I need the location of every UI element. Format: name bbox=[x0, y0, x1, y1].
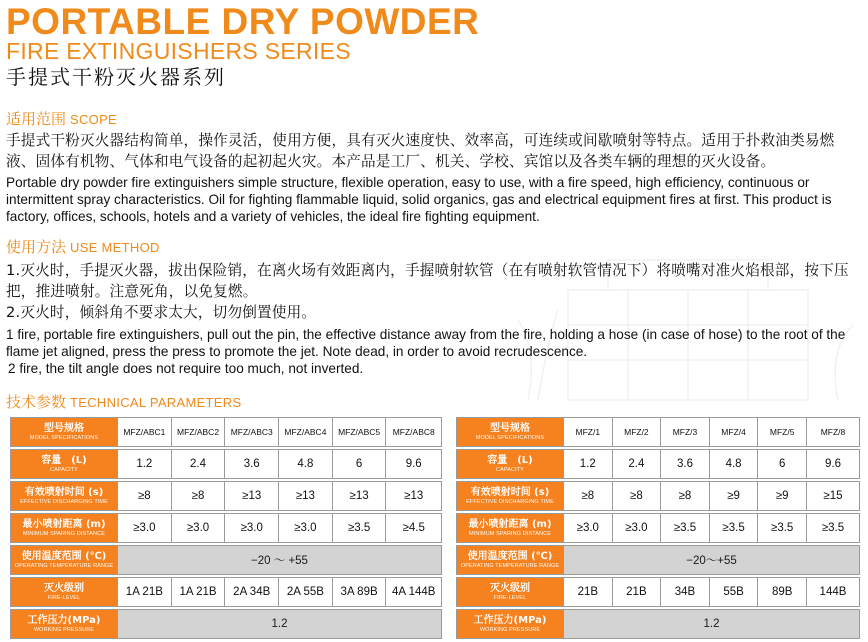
fire-level-cell: 55B bbox=[709, 578, 758, 607]
time-cell: ≥8 bbox=[661, 482, 710, 511]
capacity-cell: 3.6 bbox=[661, 450, 710, 479]
fire-level-cell: 1A 21B bbox=[171, 578, 225, 607]
row-header-fire-level: 灭火级别 FIRE-LEVEL bbox=[457, 578, 564, 607]
time-cell: ≥15 bbox=[806, 482, 859, 511]
fire-level-cell: 3A 89B bbox=[332, 578, 386, 607]
capacity-cell: 9.6 bbox=[806, 450, 859, 479]
use-step1-cn: 1.灭火时，手提灭火器，拔出保险销，在离火场有效距离内，手握喷射软管（在有喷射软管情况下）将喷嘴对准火焰根部，按下压把，推进喷射。注意死角，以免复燃。 bbox=[6, 262, 849, 300]
row-header-capacity: 容量 (L) CAPACITY bbox=[457, 450, 564, 479]
capacity-cell: 1.2 bbox=[118, 450, 172, 479]
use-step2-cn: 2.灭火时，倾斜角不要求太大，切勿倒置使用。 bbox=[6, 304, 317, 321]
distance-cell: ≥3.5 bbox=[758, 514, 807, 543]
distance-cell: ≥3.0 bbox=[171, 514, 225, 543]
pressure-cell: 1.2 bbox=[564, 610, 860, 639]
time-cell: ≥8 bbox=[118, 482, 172, 511]
scope-heading-cn: 适用范围 bbox=[6, 110, 67, 128]
distance-cell: ≥3.5 bbox=[709, 514, 758, 543]
model-cell: MFZ/ABC5 bbox=[332, 418, 386, 447]
row-header-distance: 最小喷射距离 (m) MINIMUM SPARING DISTANCE bbox=[11, 514, 118, 543]
table-row bbox=[11, 482, 442, 511]
distance-cell: ≥3.0 bbox=[564, 514, 613, 543]
capacity-cell: 9.6 bbox=[386, 450, 442, 479]
capacity-cell: 1.2 bbox=[564, 450, 613, 479]
capacity-cell: 6 bbox=[758, 450, 807, 479]
scope-text-en: Portable dry powder fire extinguishers simple structure, flexible operation, easy to use, with a fire speed, high efficiency, continuous or intermittent spray characteristics. Oil for fighting flammable liquid, solid organics, gas and electrical equipment fires at first. This product is factory, offices, schools, hotels and a variety of vehicles, the ideal fire fighting equipment. bbox=[6, 175, 832, 224]
fire-level-cell: 34B bbox=[661, 578, 710, 607]
page-subtitle: FIRE EXTINGUISHERS SERIES bbox=[6, 38, 351, 64]
spec-table-abc bbox=[10, 417, 442, 639]
model-cell: MFZ/ABC8 bbox=[386, 418, 442, 447]
table-row bbox=[457, 546, 860, 575]
fire-level-cell: 2A 55B bbox=[279, 578, 333, 607]
table-row bbox=[457, 578, 860, 607]
capacity-cell: 4.8 bbox=[709, 450, 758, 479]
time-cell: ≥13 bbox=[332, 482, 386, 511]
pressure-cell: 1.2 bbox=[118, 610, 442, 639]
fire-level-cell: 1A 21B bbox=[118, 578, 172, 607]
distance-cell: ≥3.0 bbox=[225, 514, 279, 543]
fire-level-cell: 4A 144B bbox=[386, 578, 442, 607]
distance-cell: ≥3.0 bbox=[279, 514, 333, 543]
time-cell: ≥13 bbox=[386, 482, 442, 511]
capacity-cell: 6 bbox=[332, 450, 386, 479]
tech-heading bbox=[6, 392, 241, 413]
time-cell: ≥13 bbox=[225, 482, 279, 511]
table-row bbox=[11, 578, 442, 607]
fire-level-cell: 144B bbox=[806, 578, 859, 607]
row-header-temperature: 使用温度范围 (℃) OPERATING TEMPERATURE RANGE bbox=[457, 546, 564, 575]
fire-level-cell: 21B bbox=[612, 578, 661, 607]
distance-cell: ≥3.5 bbox=[332, 514, 386, 543]
table-row bbox=[11, 546, 442, 575]
model-cell: MFZ/1 bbox=[564, 418, 613, 447]
table-row bbox=[11, 450, 442, 479]
distance-cell: ≥3.5 bbox=[661, 514, 710, 543]
model-cell: MFZ/5 bbox=[758, 418, 807, 447]
model-cell: MFZ/ABC3 bbox=[225, 418, 279, 447]
fire-level-cell: 89B bbox=[758, 578, 807, 607]
use-step1-en: 1 fire, portable fire extinguishers, pull out the pin, the effective distance away from the fire, holding a hose (in case of hose) to the root of the flame jet aligned, press the press to promote the jet. Note dead, in order to avoid recrudescence. bbox=[6, 327, 846, 359]
spec-table-bc bbox=[456, 417, 860, 639]
row-header-model: 型号规格 MODEL SPECIFICATIONS bbox=[457, 418, 564, 447]
row-header-capacity: 容量 (L) CAPACITY bbox=[11, 450, 118, 479]
distance-cell: ≥3.0 bbox=[612, 514, 661, 543]
model-cell: MFZ/ABC1 bbox=[118, 418, 172, 447]
row-header-model: 型号规格 MODEL SPECIFICATIONS bbox=[11, 418, 118, 447]
distance-cell: ≥4.5 bbox=[386, 514, 442, 543]
table-row bbox=[457, 418, 860, 447]
fire-level-cell: 2A 34B bbox=[225, 578, 279, 607]
distance-cell: ≥3.5 bbox=[806, 514, 859, 543]
time-cell: ≥8 bbox=[564, 482, 613, 511]
model-cell: MFZ/ABC2 bbox=[171, 418, 225, 447]
page-title-chinese: 手提式干粉灭火器系列 bbox=[6, 65, 226, 89]
fire-level-cell: 21B bbox=[564, 578, 613, 607]
distance-cell: ≥3.0 bbox=[118, 514, 172, 543]
row-header-temperature: 使用温度范围 (℃) OPERATING TEMPERATURE RANGE bbox=[11, 546, 118, 575]
row-header-pressure: 工作压力(MPa) WORKING PRESSURE bbox=[11, 610, 118, 639]
time-cell: ≥9 bbox=[758, 482, 807, 511]
capacity-cell: 3.6 bbox=[225, 450, 279, 479]
scope-text-cn: 手提式干粉灭火器结构简单，操作灵活，使用方便，具有灭火速度快、效率高，可连续或间歇喷射等特点。适用于扑救油类易燃液、固体有机物、气体和电气设备的起初起火灾。本产品是工厂、机关、学校、宾馆以及各类车辆的理想的灭火设备。 bbox=[6, 132, 835, 170]
model-cell: MFZ/4 bbox=[709, 418, 758, 447]
use-step2-en: 2 fire, the tilt angle does not require too much, not inverted. bbox=[8, 361, 364, 376]
use-heading bbox=[6, 237, 160, 258]
tech-heading-en: TECHNICAL PARAMETERS bbox=[70, 395, 242, 410]
use-heading-cn: 使用方法 bbox=[6, 238, 67, 256]
table-row bbox=[457, 610, 860, 639]
row-header-time: 有效喷射时间 (s) EFFECTIVE DISCHARGING TIME bbox=[457, 482, 564, 511]
row-header-distance: 最小喷射距离 (m) MINIMUM SPARING DISTANCE bbox=[457, 514, 564, 543]
table-row bbox=[11, 610, 442, 639]
page-title: PORTABLE DRY POWDER bbox=[6, 1, 480, 42]
time-cell: ≥8 bbox=[612, 482, 661, 511]
scope-heading-en: SCOPE bbox=[70, 112, 118, 127]
scope-heading bbox=[6, 109, 117, 130]
capacity-cell: 4.8 bbox=[279, 450, 333, 479]
time-cell: ≥9 bbox=[709, 482, 758, 511]
temperature-cell: −20～+55 bbox=[564, 546, 860, 575]
time-cell: ≥13 bbox=[279, 482, 333, 511]
temperature-cell: −20 ～ +55 bbox=[118, 546, 442, 575]
tech-heading-cn: 技术参数 bbox=[6, 393, 67, 411]
model-cell: MFZ/2 bbox=[612, 418, 661, 447]
table-row bbox=[11, 514, 442, 543]
row-header-fire-level: 灭火级别 FIRE-LEVEL bbox=[11, 578, 118, 607]
model-cell: MFZ/3 bbox=[661, 418, 710, 447]
table-row bbox=[11, 418, 442, 447]
table-row bbox=[457, 514, 860, 543]
model-cell: MFZ/8 bbox=[806, 418, 859, 447]
row-header-pressure: 工作压力(MPa) WORKING PRESSURE bbox=[457, 610, 564, 639]
table-row bbox=[457, 482, 860, 511]
table-row bbox=[457, 450, 860, 479]
capacity-cell: 2.4 bbox=[612, 450, 661, 479]
row-header-time: 有效喷射时间 (s) EFFECTIVE DISCHARGING TIME bbox=[11, 482, 118, 511]
capacity-cell: 2.4 bbox=[171, 450, 225, 479]
time-cell: ≥8 bbox=[171, 482, 225, 511]
use-heading-en: USE METHOD bbox=[70, 240, 160, 255]
model-cell: MFZ/ABC4 bbox=[279, 418, 333, 447]
